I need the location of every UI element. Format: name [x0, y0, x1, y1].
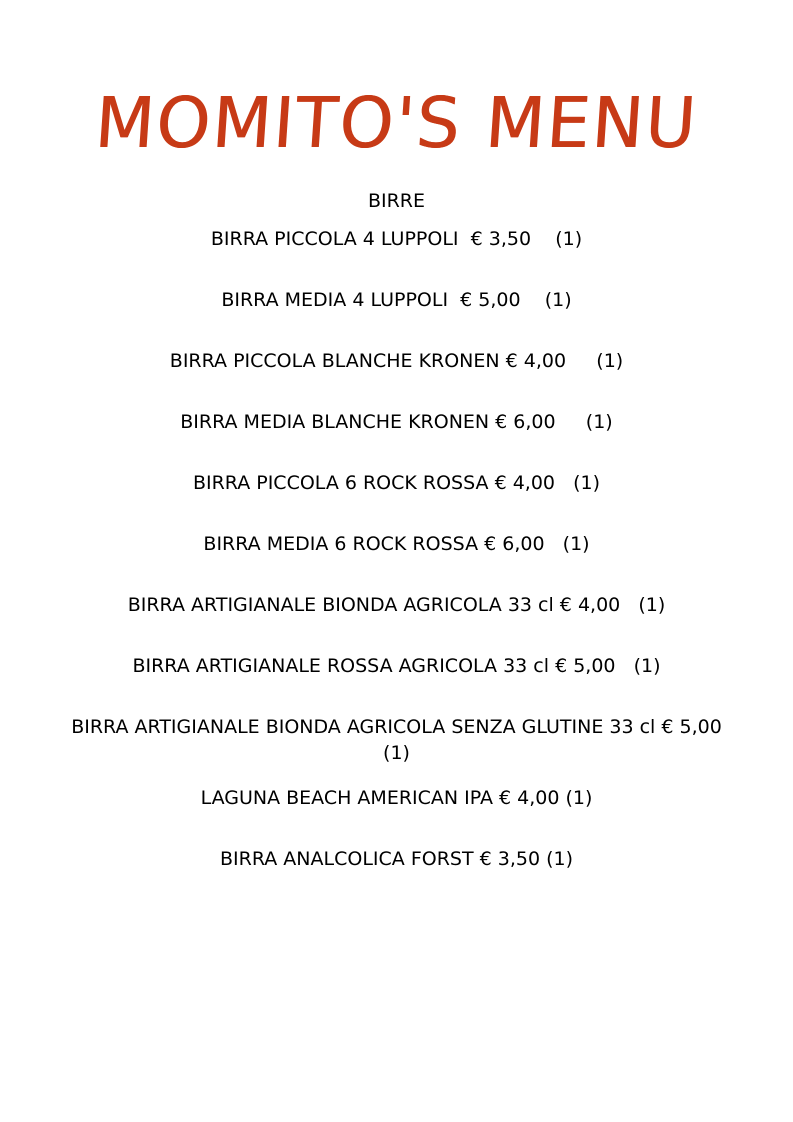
section-title-birre: BIRRE	[367, 190, 426, 212]
menu-items-list	[60, 226, 740, 907]
menu-item: BIRRA ANALCOLICA FORST € 3,50 (1)	[220, 848, 573, 870]
menu-item: BIRRA ARTIGIANALE BIONDA AGRICOLA SENZA GLUTINE 33 cl € 5,00 (1)	[71, 716, 740, 764]
menu-header	[0, 78, 793, 168]
menu-item: BIRRA ARTIGIANALE BIONDA AGRICOLA 33 cl € 4,00 (1)	[127, 594, 666, 616]
menu-item: BIRRA MEDIA BLANCHE KRONEN € 6,00 (1)	[180, 411, 613, 433]
menu-item: BIRRA PICCOLA 4 LUPPOLI € 3,50 (1)	[210, 228, 583, 250]
menu-item: BIRRA MEDIA 6 ROCK ROSSA € 6,00 (1)	[203, 533, 590, 555]
menu-item: BIRRA PICCOLA 6 ROCK ROSSA € 4,00 (1)	[192, 472, 601, 494]
menu-title: MOMITO'S MENU	[92, 82, 701, 164]
menu-item: LAGUNA BEACH AMERICAN IPA € 4,00 (1)	[200, 787, 593, 809]
menu-item: BIRRA MEDIA 4 LUPPOLI € 5,00 (1)	[221, 289, 572, 311]
menu-item: BIRRA ARTIGIANALE ROSSA AGRICOLA 33 cl € 5,00 (1)	[132, 655, 661, 677]
menu-item: BIRRA PICCOLA BLANCHE KRONEN € 4,00 (1)	[169, 350, 624, 372]
